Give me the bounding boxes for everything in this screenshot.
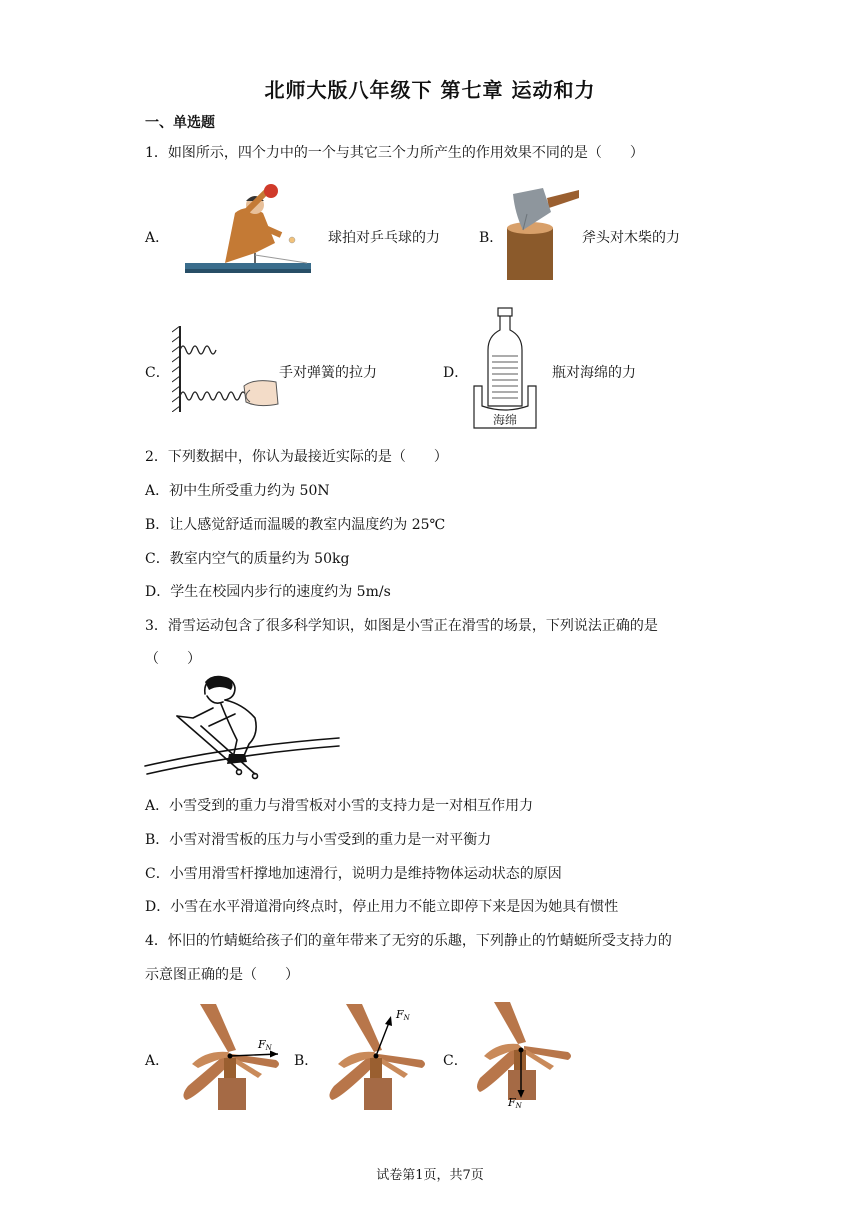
- spring-figure: [172, 326, 282, 412]
- page-title: 北师大版八年级下 第七章 运动和力: [264, 78, 596, 102]
- q1-option-c-letter[interactable]: C．: [145, 365, 170, 381]
- dragonfly-figure-a: [172, 1002, 284, 1112]
- force-sub-c: N: [515, 1102, 522, 1110]
- page-footer: 试卷第1页，共7页: [376, 1168, 484, 1183]
- svg-text:FN: [257, 1038, 273, 1052]
- ping-pong-figure: [185, 183, 315, 277]
- q4-option-c-letter[interactable]: C．: [443, 1053, 468, 1069]
- dragonfly-figure-c: [466, 1000, 578, 1112]
- force-sub-a: N: [265, 1044, 272, 1052]
- force-label-c: F: [508, 1096, 516, 1109]
- q1-option-c-caption: 手对弹簧的拉力: [279, 365, 377, 381]
- axe-wood-figure: [503, 184, 583, 282]
- q1-option-b-letter[interactable]: B．: [479, 230, 504, 246]
- skier-figure: [143, 674, 341, 784]
- q2-option-a[interactable]: A．初中生所受重力约为 50N: [145, 483, 330, 499]
- q1-option-a-caption: 球拍对乒乓球的力: [328, 230, 440, 246]
- q3-stem: 3．滑雪运动包含了很多科学知识，如图是小雪正在滑雪的场景，下列说法正确的是: [145, 618, 658, 634]
- dragonfly-figure-b: [318, 1002, 430, 1112]
- bottle-sponge-figure: [472, 306, 538, 430]
- q1-option-a-letter[interactable]: A．: [145, 230, 170, 246]
- q1-option-b-caption: 斧头对木柴的力: [582, 230, 680, 246]
- q1-option-d-letter[interactable]: D．: [443, 365, 469, 381]
- q3-option-b[interactable]: B．小雪对滑雪板的压力与小雪受到的重力是一对平衡力: [145, 832, 492, 848]
- sponge-label: 海绵: [492, 413, 518, 427]
- q3-option-c[interactable]: C．小雪用滑雪杆撑地加速滑行，说明力是维持物体运动状态的原因: [145, 866, 562, 882]
- q4-option-a-letter[interactable]: A．: [145, 1053, 170, 1069]
- q1-stem: 1．如图所示，四个力中的一个与其它三个力所产生的作用效果不同的是（ ）: [145, 145, 644, 161]
- q2-option-d[interactable]: D．学生在校园内步行的速度约为 5m/s: [145, 584, 391, 600]
- q4-option-b-letter[interactable]: B．: [294, 1053, 319, 1069]
- q4-stem-cont: 示意图正确的是（ ）: [145, 967, 299, 983]
- section-heading: 一、单选题: [145, 115, 215, 131]
- q3-option-a[interactable]: A．小雪受到的重力与滑雪板对小雪的支持力是一对相互作用力: [145, 798, 534, 814]
- force-label-a: F: [258, 1038, 266, 1051]
- q1-option-d-caption: 瓶对海绵的力: [552, 365, 636, 381]
- q4-stem: 4．怀旧的竹蜻蜓给孩子们的童年带来了无穷的乐趣，下列静止的竹蜻蜓所受支持力的: [145, 933, 672, 949]
- q2-option-c[interactable]: C．教室内空气的质量约为 50kg: [145, 551, 350, 567]
- q2-option-b[interactable]: B．让人感觉舒适而温暖的教室内温度约为 25℃: [145, 517, 446, 533]
- force-sub-b: N: [403, 1014, 410, 1022]
- force-label-b: F: [396, 1008, 404, 1021]
- q3-option-d[interactable]: D．小雪在水平滑道滑向终点时，停止用力不能立即停下来是因为她具有惯性: [145, 899, 619, 915]
- q3-stem-cont: （ ）: [145, 651, 201, 667]
- svg-text:FN: [395, 1008, 411, 1022]
- q2-stem: 2．下列数据中，你认为最接近实际的是（ ）: [145, 449, 448, 465]
